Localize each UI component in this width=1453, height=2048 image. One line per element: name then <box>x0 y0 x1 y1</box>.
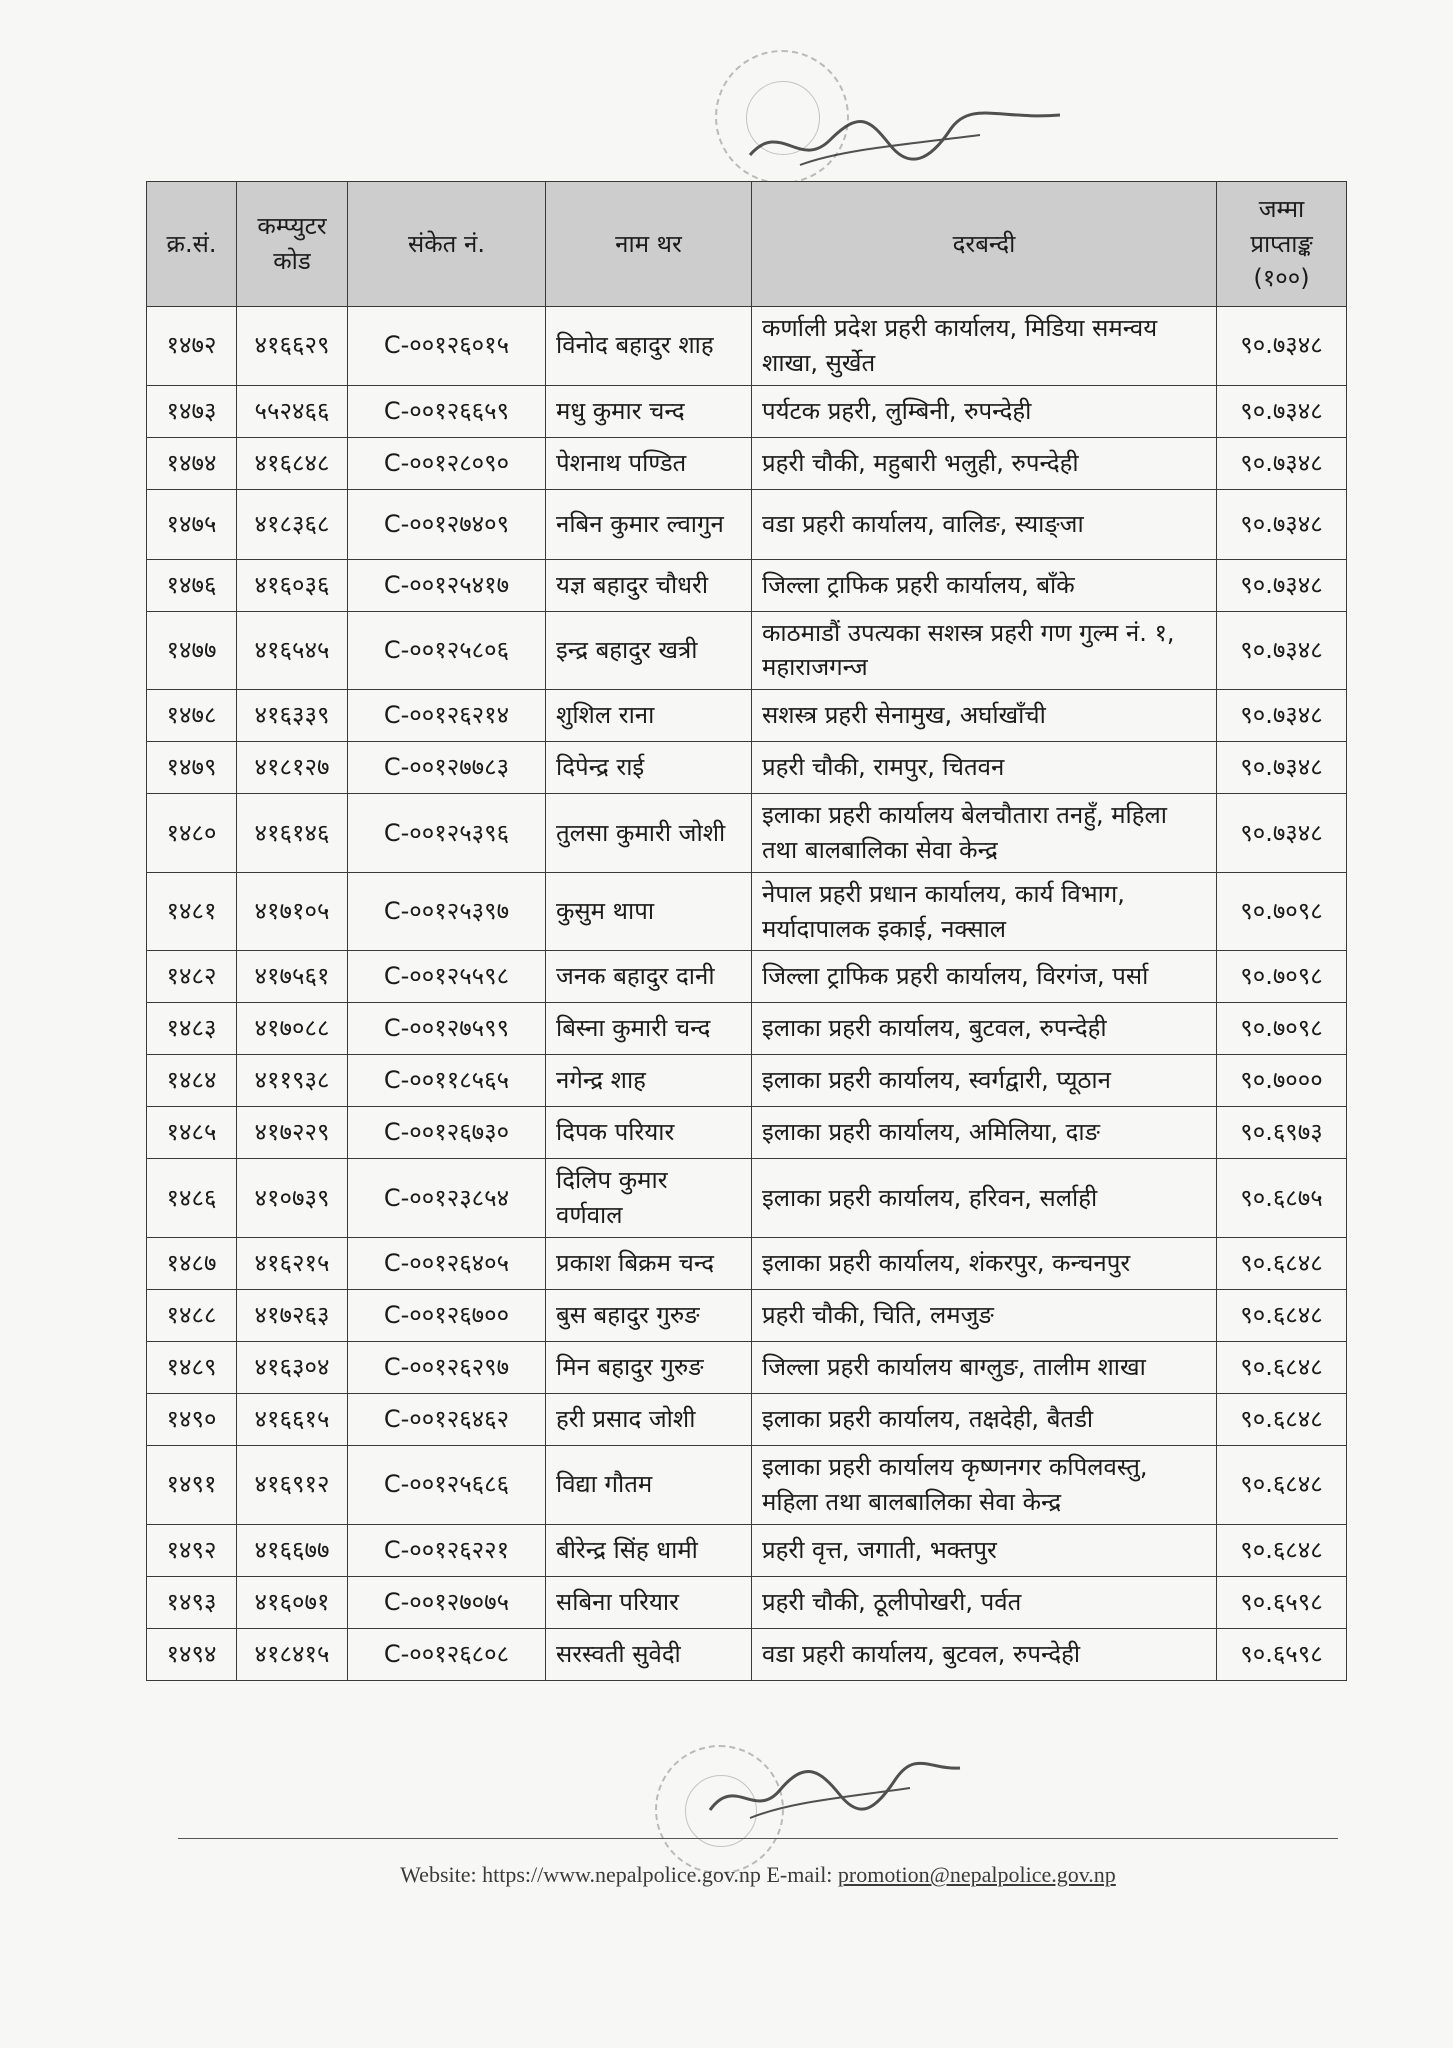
cell-code: ४१७१०५ <box>237 872 348 951</box>
cell-marks: ९०.७३४८ <box>1217 385 1347 437</box>
cell-posting: जिल्ला ट्राफिक प्रहरी कार्यालय, बाँके <box>752 559 1217 611</box>
cell-symbol: C-००१२६४०५ <box>348 1237 546 1289</box>
cell-code: ४१६३३९ <box>237 690 348 742</box>
cell-name: विद्या गौतम <box>546 1445 752 1524</box>
cell-sn: १४७५ <box>147 489 237 559</box>
cell-symbol: C-००१२७७८३ <box>348 742 546 794</box>
cell-marks: ९०.७३४८ <box>1217 437 1347 489</box>
header-total-marks-line3: (१००) <box>1253 264 1310 293</box>
cell-marks: ९०.६८४८ <box>1217 1237 1347 1289</box>
cell-symbol: C-००१२५८०६ <box>348 611 546 690</box>
cell-posting: इलाका प्रहरी कार्यालय बेलचौतारा तनहुँ, महिला तथा बालबालिका सेवा केन्द्र <box>752 794 1217 873</box>
footer-divider <box>178 1838 1338 1839</box>
cell-marks: ९०.६८४८ <box>1217 1341 1347 1393</box>
cell-symbol: C-००१२६७३० <box>348 1107 546 1159</box>
cell-code: ४१६२१५ <box>237 1237 348 1289</box>
cell-marks: ९०.७००० <box>1217 1055 1347 1107</box>
table-row <box>147 1341 1347 1393</box>
footer-email-label: E-mail: <box>766 1862 833 1887</box>
cell-code: ४१६८४८ <box>237 437 348 489</box>
cell-name: दिलिप कुमार वर्णवाल <box>546 1159 752 1238</box>
header-computer-code: कम्प्युटर कोड <box>237 182 348 307</box>
cell-sn: १४९० <box>147 1393 237 1445</box>
cell-code: ४१०७३९ <box>237 1159 348 1238</box>
cell-sn: १४७९ <box>147 742 237 794</box>
cell-marks: ९०.७०९८ <box>1217 951 1347 1003</box>
cell-code: ४१७५६१ <box>237 951 348 1003</box>
cell-marks: ९०.७३४८ <box>1217 611 1347 690</box>
page-footer <box>178 1862 1338 1888</box>
cell-marks: ९०.६८४८ <box>1217 1445 1347 1524</box>
cell-symbol: C-००१२३८५४ <box>348 1159 546 1238</box>
table-row <box>147 611 1347 690</box>
cell-posting: जिल्ला प्रहरी कार्यालय बाग्लुङ, तालीम शाखा <box>752 1341 1217 1393</box>
cell-sn: १४७६ <box>147 559 237 611</box>
table-row <box>147 1055 1347 1107</box>
cell-code: ४१६०७१ <box>237 1576 348 1628</box>
table-row <box>147 1237 1347 1289</box>
table-row <box>147 1576 1347 1628</box>
cell-name: सरस्वती सुवेदी <box>546 1628 752 1680</box>
cell-name: मधु कुमार चन्द <box>546 385 752 437</box>
cell-code: ५५२४६६ <box>237 385 348 437</box>
cell-symbol: C-००१२७०७५ <box>348 1576 546 1628</box>
table-row <box>147 794 1347 873</box>
cell-marks: ९०.६८७५ <box>1217 1159 1347 1238</box>
cell-symbol: C-००१२५३९७ <box>348 872 546 951</box>
cell-name: जनक बहादुर दानी <box>546 951 752 1003</box>
cell-sn: १४९२ <box>147 1524 237 1576</box>
table-row <box>147 1003 1347 1055</box>
cell-posting: वडा प्रहरी कार्यालय, वालिङ, स्याङ्जा <box>752 489 1217 559</box>
cell-symbol: C-००१२६२१४ <box>348 690 546 742</box>
cell-code: ४१६०३६ <box>237 559 348 611</box>
header-total-marks-line1: जम्मा <box>1258 194 1305 223</box>
header-sn: क्र.सं. <box>147 182 237 307</box>
table-row <box>147 489 1347 559</box>
cell-marks: ९०.६५९८ <box>1217 1628 1347 1680</box>
cell-symbol: C-००१२५३९६ <box>348 794 546 873</box>
cell-name: विनोद बहादुर शाह <box>546 307 752 386</box>
cell-posting: प्रहरी वृत्त, जगाती, भक्तपुर <box>752 1524 1217 1576</box>
header-total-marks <box>1217 182 1347 307</box>
header-total-marks-line2: प्राप्ताङ्क <box>1250 229 1313 258</box>
cell-marks: ९०.७०९८ <box>1217 872 1347 951</box>
cell-code: ४१८१२७ <box>237 742 348 794</box>
cell-marks: ९०.६८४८ <box>1217 1289 1347 1341</box>
cell-sn: १४८२ <box>147 951 237 1003</box>
cell-name: शुशिल राना <box>546 690 752 742</box>
table-row <box>147 690 1347 742</box>
cell-name: बिस्ना कुमारी चन्द <box>546 1003 752 1055</box>
cell-posting: प्रहरी चौकी, रामपुर, चितवन <box>752 742 1217 794</box>
cell-code: ४१६१४६ <box>237 794 348 873</box>
cell-posting: काठमाडौं उपत्यका सशस्त्र प्रहरी गण गुल्म नं. १, महाराजगन्ज <box>752 611 1217 690</box>
cell-name: दिपक परियार <box>546 1107 752 1159</box>
cell-posting: प्रहरी चौकी, ठूलीपोखरी, पर्वत <box>752 1576 1217 1628</box>
cell-marks: ९०.७३४८ <box>1217 307 1347 386</box>
cell-sn: १४७३ <box>147 385 237 437</box>
cell-code: ४११९३८ <box>237 1055 348 1107</box>
cell-sn: १४८६ <box>147 1159 237 1238</box>
cell-posting: सशस्त्र प्रहरी सेनामुख, अर्घाखाँची <box>752 690 1217 742</box>
cell-sn: १४७४ <box>147 437 237 489</box>
cell-code: ४१६५४५ <box>237 611 348 690</box>
cell-symbol: C-००११८५६५ <box>348 1055 546 1107</box>
cell-marks: ९०.७३४८ <box>1217 742 1347 794</box>
cell-posting: प्रहरी चौकी, चिति, लमजुङ <box>752 1289 1217 1341</box>
cell-sn: १४८० <box>147 794 237 873</box>
cell-code: ४१६६२९ <box>237 307 348 386</box>
cell-sn: १४९१ <box>147 1445 237 1524</box>
cell-sn: १४८४ <box>147 1055 237 1107</box>
cell-marks: ९०.६९७३ <box>1217 1107 1347 1159</box>
cell-sn: १४९४ <box>147 1628 237 1680</box>
cell-name: पेशनाथ पण्डित <box>546 437 752 489</box>
cell-symbol: C-००१२५४१७ <box>348 559 546 611</box>
cell-posting: इलाका प्रहरी कार्यालय, हरिवन, सर्लाही <box>752 1159 1217 1238</box>
cell-symbol: C-००१२६४६२ <box>348 1393 546 1445</box>
table-row <box>147 1445 1347 1524</box>
table-row <box>147 1289 1347 1341</box>
cell-posting: इलाका प्रहरी कार्यालय कृष्णनगर कपिलवस्तु, महिला तथा बालबालिका सेवा केन्द्र <box>752 1445 1217 1524</box>
cell-marks: ९०.७३४८ <box>1217 489 1347 559</box>
cell-symbol: C-००१२७५९९ <box>348 1003 546 1055</box>
cell-posting: इलाका प्रहरी कार्यालय, स्वर्गद्वारी, प्यूठान <box>752 1055 1217 1107</box>
cell-sn: १४७८ <box>147 690 237 742</box>
cell-marks: ९०.७०९८ <box>1217 1003 1347 1055</box>
cell-posting: वडा प्रहरी कार्यालय, बुटवल, रुपन्देही <box>752 1628 1217 1680</box>
cell-posting: इलाका प्रहरी कार्यालय, अमिलिया, दाङ <box>752 1107 1217 1159</box>
cell-name: प्रकाश बिक्रम चन्द <box>546 1237 752 1289</box>
cell-code: ४१८४१५ <box>237 1628 348 1680</box>
cell-symbol: C-००१२६६५९ <box>348 385 546 437</box>
cell-name: इन्द्र बहादुर खत्री <box>546 611 752 690</box>
cell-marks: ९०.७३४८ <box>1217 794 1347 873</box>
header-posting: दरबन्दी <box>752 182 1217 307</box>
cell-code: ४१७२२९ <box>237 1107 348 1159</box>
cell-symbol: C-००१२५६८६ <box>348 1445 546 1524</box>
cell-posting: जिल्ला ट्राफिक प्रहरी कार्यालय, विरगंज, पर्सा <box>752 951 1217 1003</box>
cell-code: ४१६६७७ <box>237 1524 348 1576</box>
cell-sn: १४८७ <box>147 1237 237 1289</box>
table-row <box>147 742 1347 794</box>
header-name: नाम थर <box>546 182 752 307</box>
cell-sn: १४७७ <box>147 611 237 690</box>
table-row <box>147 951 1347 1003</box>
table-row <box>147 385 1347 437</box>
cell-name: मिन बहादुर गुरुङ <box>546 1341 752 1393</box>
cell-name: हरी प्रसाद जोशी <box>546 1393 752 1445</box>
header-symbol-no: संकेत नं. <box>348 182 546 307</box>
cell-name: कुसुम थापा <box>546 872 752 951</box>
cell-code: ४१७२६३ <box>237 1289 348 1341</box>
cell-code: ४१६६१५ <box>237 1393 348 1445</box>
table-body <box>147 307 1347 1681</box>
cell-sn: १४७२ <box>147 307 237 386</box>
cell-name: बुस बहादुर गुरुङ <box>546 1289 752 1341</box>
table-header <box>147 182 1347 307</box>
cell-sn: १४८३ <box>147 1003 237 1055</box>
table-row <box>147 437 1347 489</box>
cell-posting: नेपाल प्रहरी प्रधान कार्यालय, कार्य विभाग, मर्यादापालक इकाई, नक्साल <box>752 872 1217 951</box>
cell-marks: ९०.७३४८ <box>1217 559 1347 611</box>
cell-sn: १४८५ <box>147 1107 237 1159</box>
cell-symbol: C-००१२६२९७ <box>348 1341 546 1393</box>
cell-name: सबिना परियार <box>546 1576 752 1628</box>
cell-name: यज्ञ बहादुर चौधरी <box>546 559 752 611</box>
cell-symbol: C-००१२६७०० <box>348 1289 546 1341</box>
signature-bottom <box>700 1750 970 1830</box>
table-row <box>147 1393 1347 1445</box>
cell-code: ४१६९१२ <box>237 1445 348 1524</box>
table-row <box>147 307 1347 386</box>
cell-symbol: C-००१२६०१५ <box>348 307 546 386</box>
cell-posting: पर्यटक प्रहरी, लुम्बिनी, रुपन्देही <box>752 385 1217 437</box>
table-row <box>147 1628 1347 1680</box>
cell-sn: १४८८ <box>147 1289 237 1341</box>
cell-name: तुलसा कुमारी जोशी <box>546 794 752 873</box>
cell-posting: इलाका प्रहरी कार्यालय, शंकरपुर, कन्चनपुर <box>752 1237 1217 1289</box>
cell-name: नगेन्द्र शाह <box>546 1055 752 1107</box>
cell-posting: इलाका प्रहरी कार्यालय, बुटवल, रुपन्देही <box>752 1003 1217 1055</box>
cell-code: ४१८३६८ <box>237 489 348 559</box>
cell-marks: ९०.६८४८ <box>1217 1393 1347 1445</box>
cell-marks: ९०.७३४८ <box>1217 690 1347 742</box>
table-row <box>147 1107 1347 1159</box>
cell-sn: १४८९ <box>147 1341 237 1393</box>
cell-marks: ९०.६५९८ <box>1217 1576 1347 1628</box>
cell-symbol: C-००१२५५९८ <box>348 951 546 1003</box>
cell-symbol: C-००१२८०९० <box>348 437 546 489</box>
table-row <box>147 1524 1347 1576</box>
footer-website[interactable]: Website: https://www.nepalpolice.gov.np <box>400 1862 761 1887</box>
table-row <box>147 559 1347 611</box>
cell-symbol: C-००१२७४०९ <box>348 489 546 559</box>
footer-email-link[interactable]: promotion@nepalpolice.gov.np <box>837 1862 1116 1887</box>
cell-marks: ९०.६८४८ <box>1217 1524 1347 1576</box>
cell-posting: कर्णाली प्रदेश प्रहरी कार्यालय, मिडिया समन्वय शाखा, सुर्खेत <box>752 307 1217 386</box>
cell-symbol: C-००१२६८०८ <box>348 1628 546 1680</box>
cell-symbol: C-००१२६२२१ <box>348 1524 546 1576</box>
cell-name: बीरेन्द्र सिंह धामी <box>546 1524 752 1576</box>
cell-posting: इलाका प्रहरी कार्यालय, तक्षदेही, बैतडी <box>752 1393 1217 1445</box>
table-row <box>147 872 1347 951</box>
promotion-result-table <box>146 181 1347 1681</box>
cell-name: नबिन कुमार ल्वागुन <box>546 489 752 559</box>
cell-code: ४१६३०४ <box>237 1341 348 1393</box>
cell-name: दिपेन्द्र राई <box>546 742 752 794</box>
signature-top <box>740 100 1070 180</box>
cell-code: ४१७०८८ <box>237 1003 348 1055</box>
table-row <box>147 1159 1347 1238</box>
cell-sn: १४९३ <box>147 1576 237 1628</box>
cell-sn: १४८१ <box>147 872 237 951</box>
cell-posting: प्रहरी चौकी, महुबारी भलुही, रुपन्देही <box>752 437 1217 489</box>
